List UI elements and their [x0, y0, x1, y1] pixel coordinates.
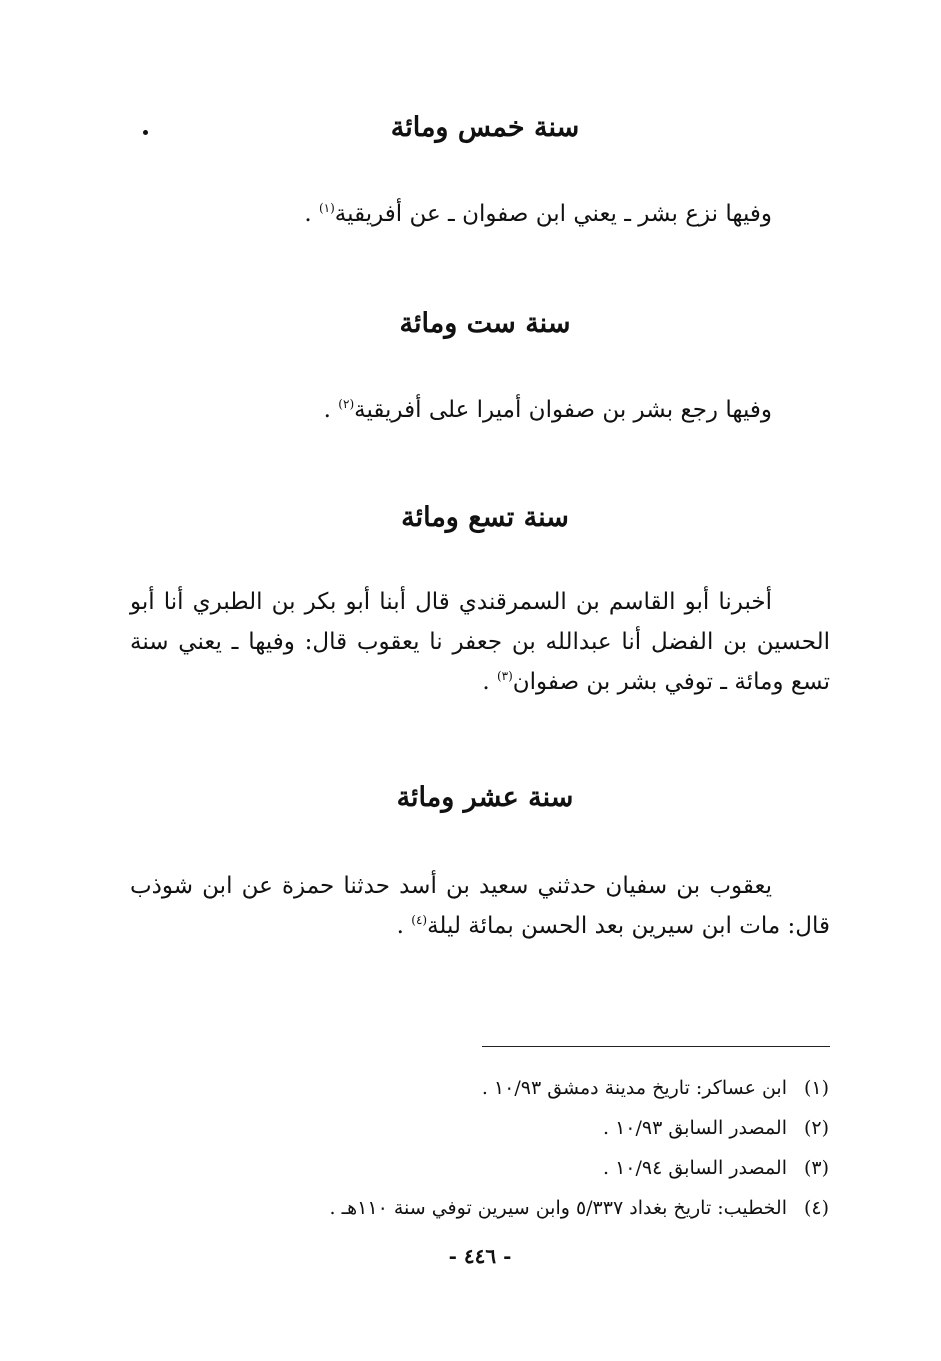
footnote-text: الخطيب: تاريخ بغداد ٥/٣٣٧ وابن سيرين توفي سنة ١١٠هـ . [329, 1197, 787, 1219]
footnote-marker[interactable]: (٢) [338, 397, 355, 411]
paragraph-text: أخبرنا أبو القاسم بن السمرقندي قال أبنا أبو بكر بن الطبري أنا أبو الحسين بن الفضل أنا عبدالله بن جعفر نا يعقوب قال: وفيها ـ يعني سنة تسع ومائة ـ توفي بشر بن صفوان [130, 589, 830, 695]
section-heading-106: سنة ست ومائة [399, 308, 571, 339]
footnote-number: (١) [803, 1077, 829, 1099]
footnote-number: (٢) [803, 1117, 829, 1139]
footnotes [209, 1068, 829, 1228]
footnote-divider [482, 1046, 830, 1047]
footnote-number: (٣) [803, 1157, 829, 1179]
footnote-text: المصدر السابق ١٠/٩٣ . [602, 1117, 787, 1139]
footnote-4 [209, 1188, 829, 1228]
paragraph-text: وفيها نزع بشر ـ يعني ابن صفوان ـ عن أفريقية [334, 201, 772, 227]
paragraph-text: يعقوب بن سفيان حدثني سعيد بن أسد حدثنا حمزة عن ابن شوذب قال: مات ابن سيرين بعد الحسن بمائة ليلة [130, 873, 830, 939]
footnote-text: ابن عساكر: تاريخ مدينة دمشق ١٠/٩٣ . [481, 1077, 787, 1099]
paragraph-end: . [304, 201, 319, 227]
page-number: - ٤٤٦ - [448, 1244, 512, 1268]
paragraph-end: . [482, 669, 497, 695]
footnote-marker[interactable]: (٣) [496, 669, 513, 683]
footnote-3 [209, 1148, 829, 1188]
paragraph-end: . [396, 913, 412, 939]
section-paragraph-105 [130, 194, 830, 234]
footnote-marker[interactable]: (١) [318, 201, 335, 215]
section-paragraph-109 [130, 582, 830, 702]
section-heading-110: سنة عشر ومائة [396, 782, 574, 813]
footnote-number: (٤) [803, 1197, 829, 1219]
section-paragraph-110 [130, 866, 830, 946]
section-paragraph-106 [130, 390, 830, 430]
paragraph-text: وفيها رجع بشر بن صفوان أميرا على أفريقية [354, 397, 772, 423]
footnote-2 [209, 1108, 829, 1148]
footnote-text: المصدر السابق ١٠/٩٤ . [602, 1157, 787, 1179]
footnote-marker[interactable]: (٤) [411, 913, 428, 927]
section-heading-109: سنة تسع ومائة [401, 502, 569, 533]
footnote-1 [209, 1068, 829, 1108]
section-heading-105: سنة خمس ومائة [390, 112, 580, 143]
paragraph-end: . [323, 397, 339, 423]
